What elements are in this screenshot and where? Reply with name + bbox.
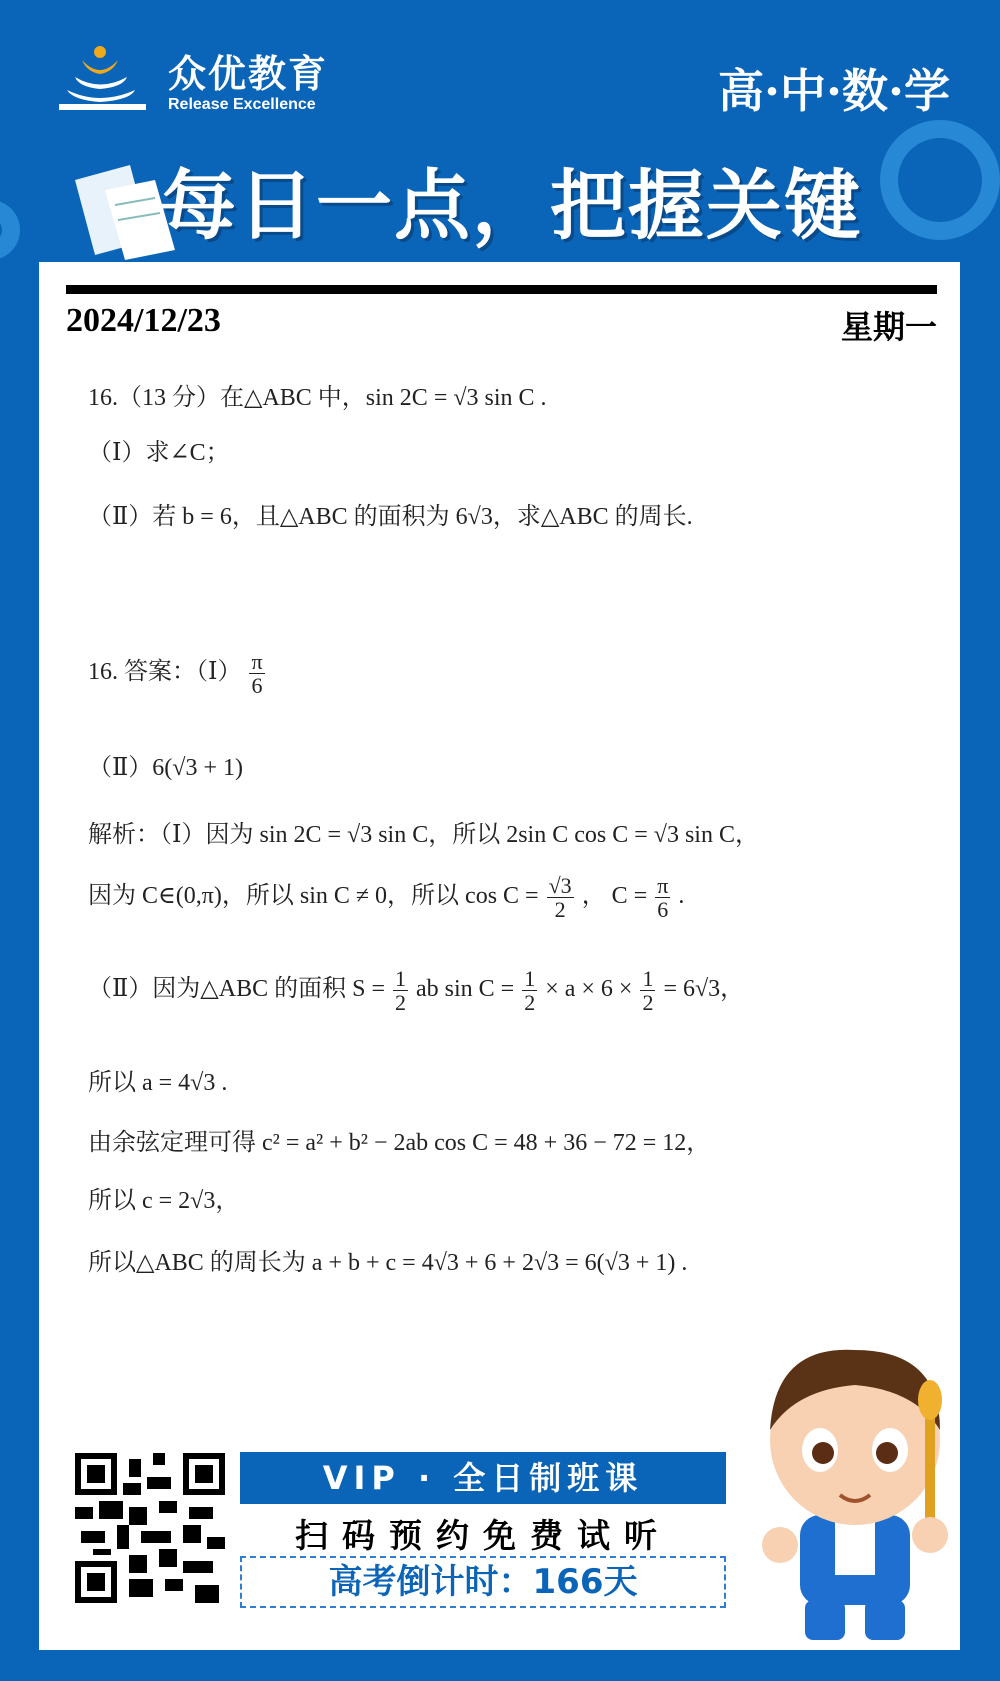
text: . <box>678 883 685 910</box>
solution-line <box>88 967 744 1014</box>
solution-line: 由余弦定理可得 c² = a² + b² − 2ab cos C = 48 + 36 − 72 = 12， <box>88 1130 711 1156</box>
qr-code[interactable] <box>75 1453 225 1603</box>
question-part-1: （Ⅰ）求∠C； <box>88 440 230 466</box>
date: 2024/12/23 <box>66 302 221 339</box>
fraction <box>249 650 264 697</box>
fraction <box>393 967 408 1014</box>
numerator: √3 <box>548 873 572 898</box>
solution-line: 所以 a = 4√3 . <box>88 1070 228 1096</box>
denominator: 2 <box>642 990 654 1016</box>
numerator: 1 <box>524 966 536 991</box>
weekday: 星期一 <box>840 308 937 346</box>
numerator: 1 <box>642 966 654 991</box>
fraction <box>522 967 537 1014</box>
answer-part-2: （Ⅱ）6(√3 + 1) <box>88 755 244 781</box>
numerator: π <box>251 649 263 674</box>
numerator: 1 <box>395 966 406 991</box>
denominator: 6 <box>251 673 263 699</box>
question-line: 16.（13 分）在△ABC 中，sin 2C = √3 sin C . <box>88 385 547 411</box>
denominator: 2 <box>395 990 406 1016</box>
text: = 6√3， <box>663 976 745 1003</box>
decor-circle <box>880 120 1000 240</box>
text: 因为 C∈(0,π)，所以 sin C ≠ 0，所以 cos C = <box>88 883 539 910</box>
solution-line <box>88 874 684 921</box>
solution-line: 所以△ABC 的周长为 a + b + c = 4√3 + 6 + 2√3 = 6(√3 + 1) . <box>88 1250 688 1276</box>
slogan: 每日一点，把握关键 <box>160 161 862 250</box>
denominator: 6 <box>657 897 669 923</box>
fraction <box>655 874 670 921</box>
divider <box>66 285 937 294</box>
text: ， C = <box>581 883 648 910</box>
brand-tagline: Release Excellence <box>168 95 316 113</box>
mascot-illustration <box>745 1335 965 1655</box>
answer-label: 16. 答案：（Ⅰ） <box>88 659 242 686</box>
text: × a × 6 × <box>545 976 633 1003</box>
solution-line: 所以 c = 2√3， <box>88 1188 240 1214</box>
denominator: 2 <box>524 990 536 1016</box>
text: ab sin C = <box>416 976 515 1003</box>
scan-cta: 扫码预约免费试听 <box>295 1516 671 1555</box>
exam-countdown: 高考倒计时：166天 <box>240 1556 726 1608</box>
numerator: π <box>657 873 669 898</box>
brand-logo <box>55 42 328 114</box>
fraction <box>640 967 655 1014</box>
answer-part-1 <box>88 650 267 697</box>
text: （Ⅱ）因为△ABC 的面积 S = <box>88 976 385 1003</box>
vip-banner: VIP · 全日制班课 <box>240 1452 726 1504</box>
fraction <box>547 874 574 921</box>
question-part-2: （Ⅱ）若 b = 6，且△ABC 的面积为 6√3，求△ABC 的周长. <box>88 504 693 530</box>
decor-circle <box>0 200 20 260</box>
subject-title: 高·中·数·学 <box>717 64 950 118</box>
denominator: 2 <box>554 897 566 923</box>
brand-name: 众优教育 <box>168 51 329 96</box>
solution-line: 解析：（Ⅰ）因为 sin 2C = √3 sin C，所以 2sin C cos C = √3 sin C， <box>88 822 759 848</box>
logo-icon <box>55 42 150 114</box>
